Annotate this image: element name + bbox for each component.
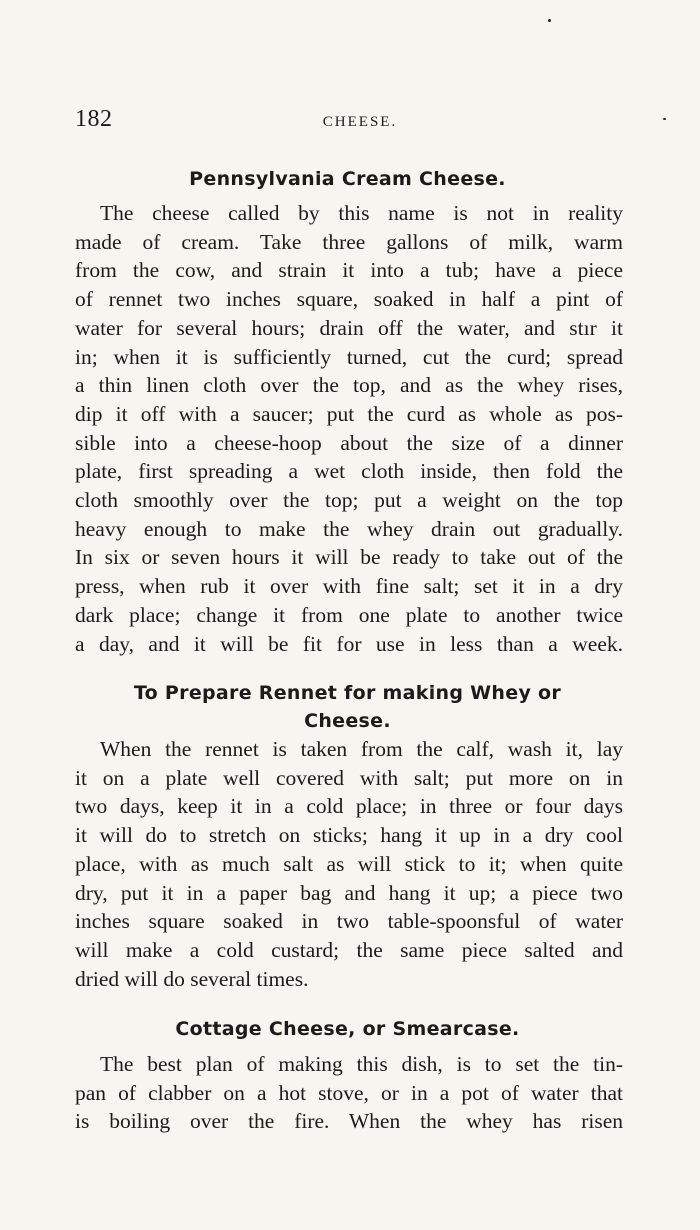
text-line: it on a plate well covered with salt; put more on in [75,765,623,790]
text-line: in; when it is sufficiently turned, cut the curd; spread [75,344,623,369]
text-line: from the cow, and strain it into a tub; have a piece [75,258,623,283]
text-line: place, with as much salt as will stick to it; when quite [75,851,623,876]
text-line: The best plan of making this dish, is to set the tin- [100,1052,623,1076]
text-line: dark place; change it from one plate to another twice [75,602,623,627]
text-line: a thin linen cloth over the top, and as the whey rises, [75,373,623,398]
text-line: heavy enough to make the whey drain out gradually. [75,516,623,541]
section-heading-pennsylvania-cream-cheese: Pennsylvania Cream Cheese. [189,168,506,190]
heading-line: Cheese. [304,710,391,732]
text-line: inches square soaked in two table-spoonsful of water [75,909,623,934]
text-line: made of cream. Take three gallons of milk, warm [75,229,623,254]
section-heading-cottage-cheese: Cottage Cheese, or Smearcase. [175,1018,520,1040]
text-line: In six or seven hours it will be ready to take out of the [75,545,623,570]
text-line: dry, put it in a paper bag and hang it up; a piece two [75,880,623,905]
text-line: pan of clabber on a hot stove, or in a pot of water that [75,1080,623,1105]
text-line: The cheese called by this name is not in reality [100,201,623,225]
text-line: cloth smoothly over the top; put a weight on the top [75,488,623,513]
section-heading-prepare-rennet [75,679,620,735]
text-line: press, when rub it over with fine salt; set it in a dry [75,574,623,599]
text-line: a day, and it will be fit for use in less than a week. [75,631,623,656]
text-line: two days, keep it in a cold place; in three or four days [75,794,623,819]
text-line: will make a cold custard; the same piece salted and [75,937,623,962]
ink-speck [548,19,551,22]
heading-line: To Prepare Rennet for making Whey or [133,682,562,704]
text-line: it will do to stretch on sticks; hang it up in a dry cool [75,823,623,848]
text-line: sible into a cheese-hoop about the size of a dinner [75,430,623,455]
paragraph-prepare-rennet [75,735,623,993]
text-line: of rennet two inches square, soaked in half a pint of [75,287,623,312]
text-line: water for several hours; drain off the water, and stır it [75,315,623,340]
paragraph-pennsylvania-cream-cheese [75,199,623,658]
paragraph-cottage-cheese [75,1050,623,1136]
text-line: dried will do several times. [75,966,309,991]
text-line: dip it off with a saucer; put the curd as whole as pos- [75,401,623,426]
page-number: 182 [75,106,113,132]
text-line: When the rennet is taken from the calf, wash it, lay [100,737,623,761]
running-head: CHEESE. [322,114,398,130]
text-line: is boiling over the fire. When the whey has risen [75,1109,623,1134]
text-line: plate, first spreading a wet cloth inside, then fold the [75,459,623,484]
